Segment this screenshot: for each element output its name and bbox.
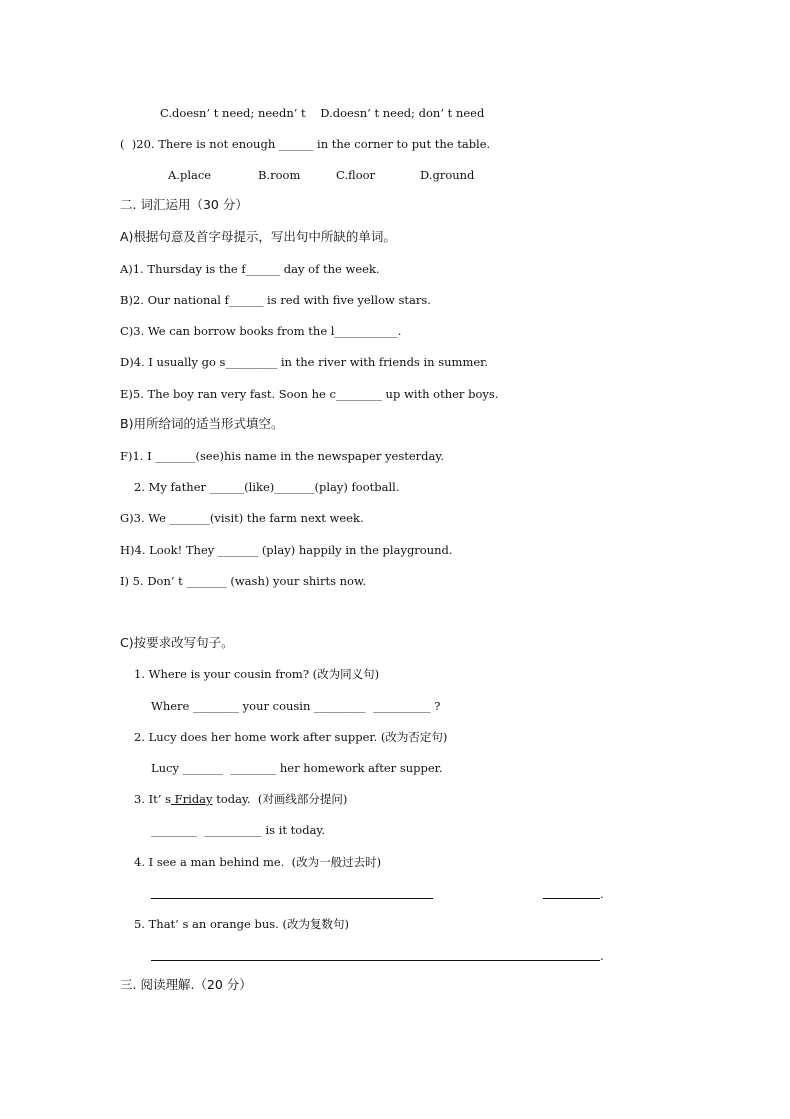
partC-question-2: 2. Lucy does her home work after supper. (改为否定句) [134, 730, 448, 744]
partA-heading: A)根据句意及首字母提示，写出句中所缺的单词。 [120, 229, 396, 244]
partA-item: A)1. Thursday is the f______ day of the week. [120, 262, 380, 276]
partB-item: H)4. Look! They _______ (play) happily in the playground. [120, 543, 453, 557]
partB-item: F)1. I _______(see)his name in the newspaper yesterday. [120, 449, 444, 463]
section3-heading: 三. 阅读理解.（20 分） [120, 977, 252, 992]
partC-question-4: 4. I see a man behind me. (改为一般过去时) [134, 855, 382, 869]
partB-heading: B)用所给词的适当形式填空。 [120, 416, 284, 431]
q3-prefix: 3. It’ s [134, 792, 172, 806]
partA-item: E)5. The boy ran very fast. Soon he c________ up with other boys. [120, 387, 499, 401]
q20-option-c: C.floor [336, 168, 376, 182]
answer-period-4: . [600, 887, 604, 901]
answer-line-5 [151, 960, 600, 961]
partB-item: G)3. We _______(visit) the farm next week. [120, 511, 364, 525]
partB-item: I) 5. Don’ t _______ (wash) your shirts now. [120, 574, 367, 588]
q3-underlined-word: Friday [171, 792, 213, 806]
q20-option-a: A.place [168, 168, 212, 182]
partC-question-1: 1. Where is your cousin from? (改为同义句) [134, 667, 380, 681]
partC-answer-3: ________ __________ is it today. [151, 823, 326, 837]
q3-suffix: today. (对画线部分提问) [212, 792, 348, 806]
partC-answer-2: Lucy _______ ________ her homework after supper. [151, 761, 443, 775]
partA-item: B)2. Our national f______ is red with five yellow stars. [120, 293, 431, 307]
partA-item: D)4. I usually go s_________ in the river with friends in summer. [120, 355, 489, 369]
partC-answer-1: Where ________ your cousin _________ __________ ? [151, 699, 441, 713]
answer-line-4b [543, 898, 600, 899]
q20-stem: ( )20. There is not enough ______ in the corner to put the table. [120, 137, 491, 151]
partB-item: 2. My father ______(like)_______(play) football. [134, 480, 400, 494]
partA-item: C)3. We can borrow books from the l___________. [120, 324, 402, 338]
partC-heading: C)按要求改写句子。 [120, 635, 234, 650]
answer-period-5: . [600, 949, 604, 963]
section2-heading: 二. 词汇运用（30 分） [120, 197, 248, 212]
q20-option-d: D.ground [420, 168, 475, 182]
partC-question-3 [134, 792, 347, 806]
q19-options: C.doesn’ t need; needn’ t D.doesn’ t need; don’ t need [160, 106, 485, 120]
answer-line-4a [151, 898, 433, 899]
q20-option-b: B.room [258, 168, 301, 182]
partC-question-5: 5. That’ s an orange bus. (改为复数句) [134, 917, 349, 931]
